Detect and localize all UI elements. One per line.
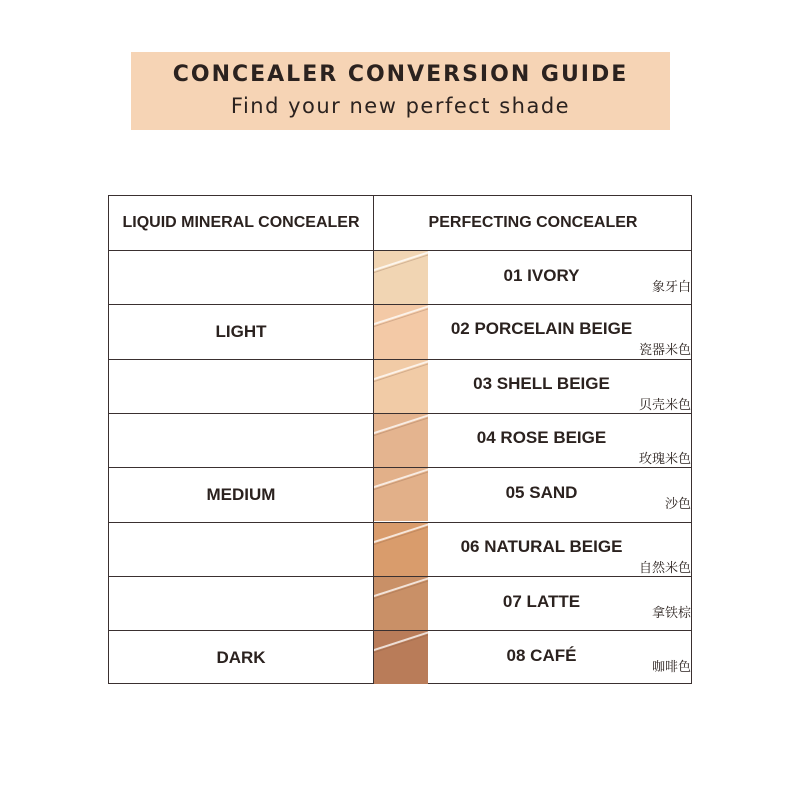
shade-swatch <box>374 360 428 413</box>
conversion-table <box>108 195 692 684</box>
shade-swatch <box>374 468 428 521</box>
table-row <box>109 413 691 467</box>
table-row <box>109 467 691 521</box>
shade-name: 05 SAND <box>505 483 578 503</box>
liquid-mineral-tone <box>109 251 373 304</box>
table-row <box>109 576 691 630</box>
page-title: CONCEALER CONVERSION GUIDE <box>172 62 629 87</box>
table-row <box>109 359 691 413</box>
shade-swatch <box>374 414 428 467</box>
shade-swatch <box>374 523 428 576</box>
shade-name: 08 CAFÉ <box>506 646 577 666</box>
shade-name: 03 SHELL BEIGE <box>473 373 610 393</box>
shade-name-chinese: 咖啡色 <box>651 660 691 676</box>
shade-name-chinese: 瓷器米色 <box>638 343 691 359</box>
shade-name-chinese: 象牙白 <box>651 280 691 295</box>
liquid-mineral-tone: LIGHT <box>215 321 267 341</box>
shade-swatch <box>374 577 428 630</box>
shade-name: 06 NATURAL BEIGE <box>460 536 623 556</box>
liquid-mineral-tone <box>109 360 373 413</box>
shade-name: 07 LATTE <box>502 591 581 611</box>
page-subtitle: Find your new perfect shade <box>230 94 571 118</box>
shade-name-chinese: 玫瑰米色 <box>638 451 691 467</box>
title-banner <box>131 52 670 130</box>
shade-name-chinese: 拿铁棕 <box>651 605 691 621</box>
shade-name: 04 ROSE BEIGE <box>476 427 607 447</box>
shade-name-chinese: 沙色 <box>664 497 691 513</box>
shade-name-chinese: 自然米色 <box>638 560 691 576</box>
shade-swatch <box>374 631 428 684</box>
liquid-mineral-tone <box>109 577 373 630</box>
table-row <box>109 250 691 304</box>
liquid-mineral-tone <box>109 523 373 576</box>
table-row <box>109 304 691 358</box>
shade-name-chinese: 贝壳米色 <box>638 397 691 413</box>
shade-name: 01 IVORY <box>503 266 580 285</box>
table-row <box>109 630 691 684</box>
header-liquid-mineral: LIQUID MINERAL CONCEALER <box>122 214 360 231</box>
shade-swatch <box>374 251 428 304</box>
shade-name: 02 PORCELAIN BEIGE <box>450 319 633 339</box>
liquid-mineral-tone <box>109 414 373 467</box>
header-perfecting: PERFECTING CONCEALER <box>428 214 638 231</box>
shade-swatch <box>374 305 428 358</box>
liquid-mineral-tone: MEDIUM <box>206 484 276 504</box>
liquid-mineral-tone: DARK <box>216 647 266 667</box>
table-row <box>109 522 691 576</box>
